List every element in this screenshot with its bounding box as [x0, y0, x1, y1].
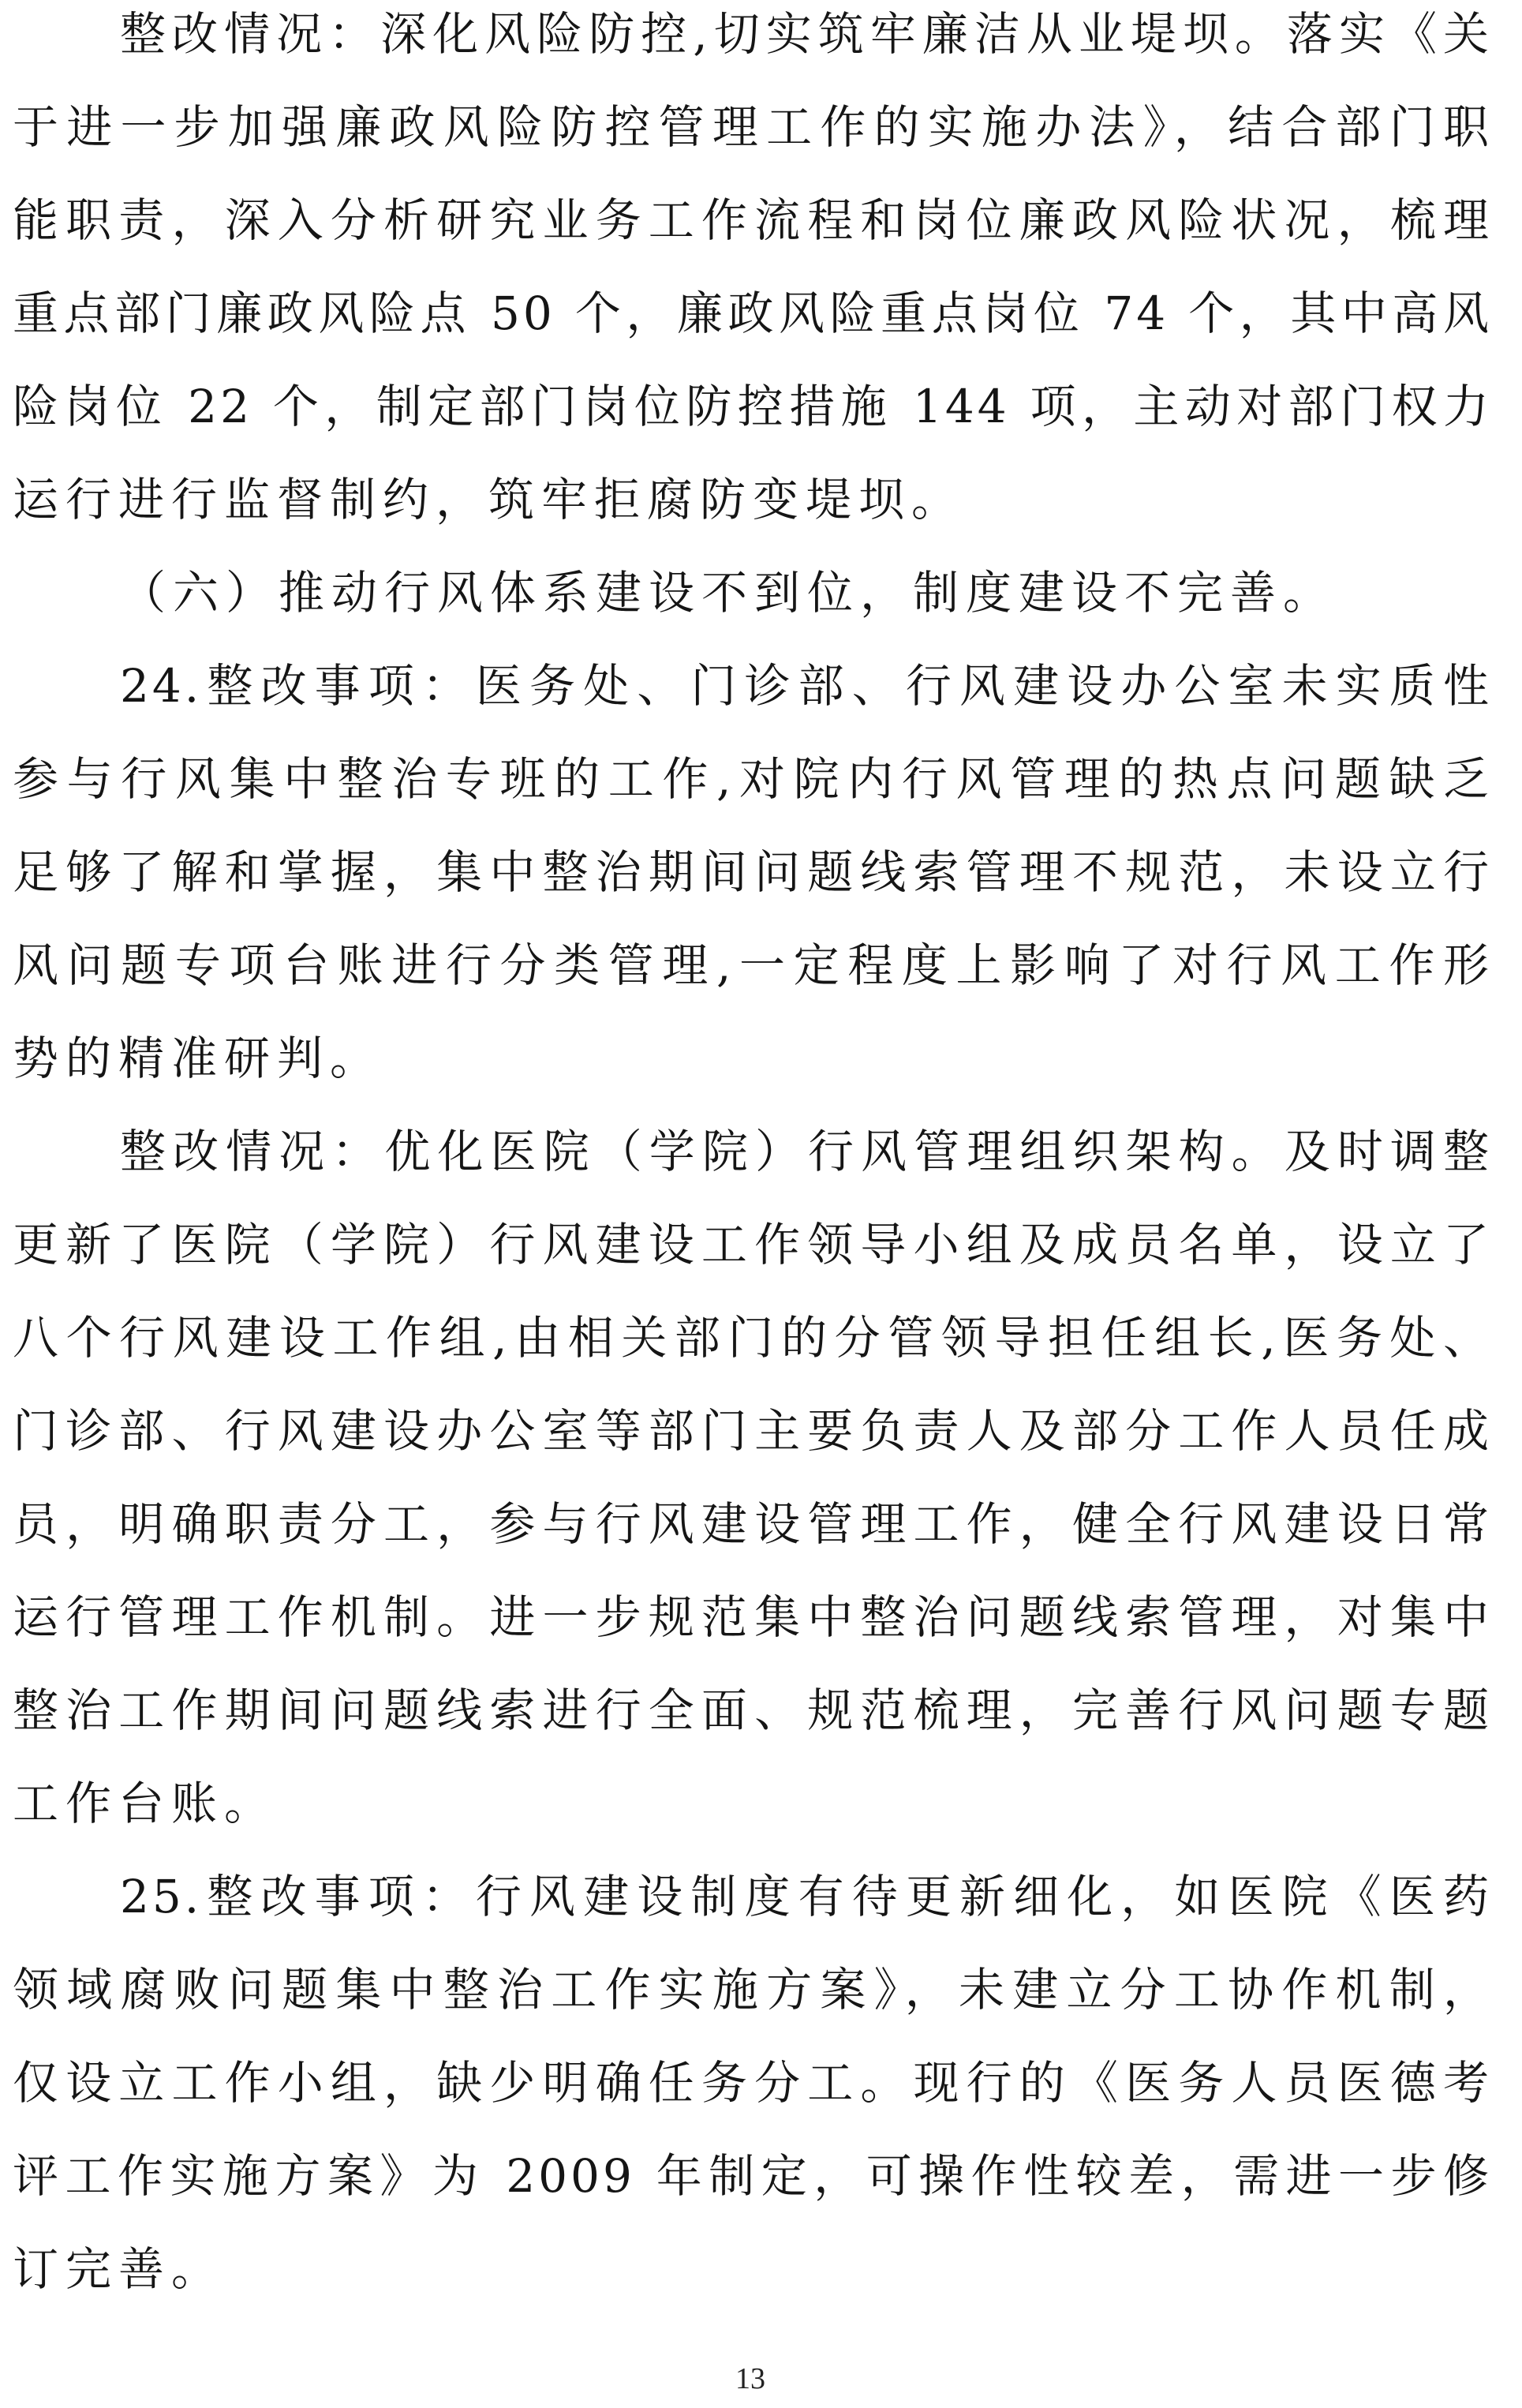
text-line: 势的精准研判。 — [13, 1032, 383, 1085]
document-body — [13, 0, 1492, 2316]
text-line: 订完善。 — [13, 2242, 225, 2296]
text-line: 领域腐败问题集中整治工作实施方案》，未建立分工协作机制， — [13, 1963, 1492, 2017]
text-line: 更新了医院（学院）行风建设工作领导小组及成员名单，设立了 — [13, 1218, 1492, 1271]
paragraph-rectification-status-organization — [13, 1105, 1492, 1850]
text-line: 员，明确职责分工，参与行风建设管理工作，健全行风建设日常 — [13, 1497, 1492, 1551]
text-line: 运行管理工作机制。进一步规范集中整治问题线索管理，对集中 — [13, 1590, 1492, 1644]
text-line: 仅设立工作小组，缺少明确任务分工。现行的《医务人员医德考 — [13, 2056, 1492, 2110]
text-line: 险岗位 22 个，制定部门岗位防控措施 144 项，主动对部门权力 — [13, 380, 1492, 433]
text-line: 25.整改事项：行风建设制度有待更新细化，如医院《医药 — [120, 1870, 1492, 1923]
text-line: 足够了解和掌握，集中整治期间问题线索管理不规范，未设立行 — [13, 845, 1492, 899]
section-heading-six — [13, 546, 1492, 639]
section-heading: （六）推动行风体系建设不到位，制度建设不完善。 — [120, 566, 1337, 620]
text-line: 参与行风集中整治专班的工作,对院内行风管理的热点问题缺乏 — [13, 752, 1492, 806]
text-line: 整改情况：深化风险防控,切实筑牢廉洁从业堤坝。落实《关 — [120, 7, 1492, 61]
text-line: 整改情况：优化医院（学院）行风管理组织架构。及时调整 — [120, 1125, 1492, 1178]
text-line: 整治工作期间问题线索进行全面、规范梳理，完善行风问题专题 — [13, 1683, 1492, 1737]
paragraph-item-25 — [13, 1850, 1492, 2316]
text-line: 八个行风建设工作组,由相关部门的分管领导担任组长,医务处、 — [13, 1311, 1492, 1365]
text-line: 运行进行监督制约，筑牢拒腐防变堤坝。 — [13, 473, 965, 526]
text-line: 风问题专项台账进行分类管理,一定程度上影响了对行风工作形 — [13, 938, 1492, 992]
text-line: 24.整改事项：医务处、门诊部、行风建设办公室未实质性 — [120, 659, 1492, 713]
text-line: 能职责，深入分析研究业务工作流程和岗位廉政风险状况，梳理 — [13, 193, 1492, 247]
text-line: 重点部门廉政风险点 50 个，廉政风险重点岗位 74 个，其中高风 — [13, 286, 1492, 340]
page-number: 13 — [735, 2362, 765, 2395]
text-line: 于进一步加强廉政风险防控管理工作的实施办法》，结合部门职 — [13, 100, 1492, 154]
paragraph-item-24 — [13, 639, 1492, 1105]
text-line: 门诊部、行风建设办公室等部门主要负责人及部分工作人员任成 — [13, 1404, 1492, 1458]
paragraph-rectification-status-risk-control — [13, 0, 1492, 546]
text-line: 评工作实施方案》为 2009 年制定，可操作性较差，需进一步修 — [13, 2149, 1492, 2203]
text-line: 工作台账。 — [13, 1777, 278, 1830]
